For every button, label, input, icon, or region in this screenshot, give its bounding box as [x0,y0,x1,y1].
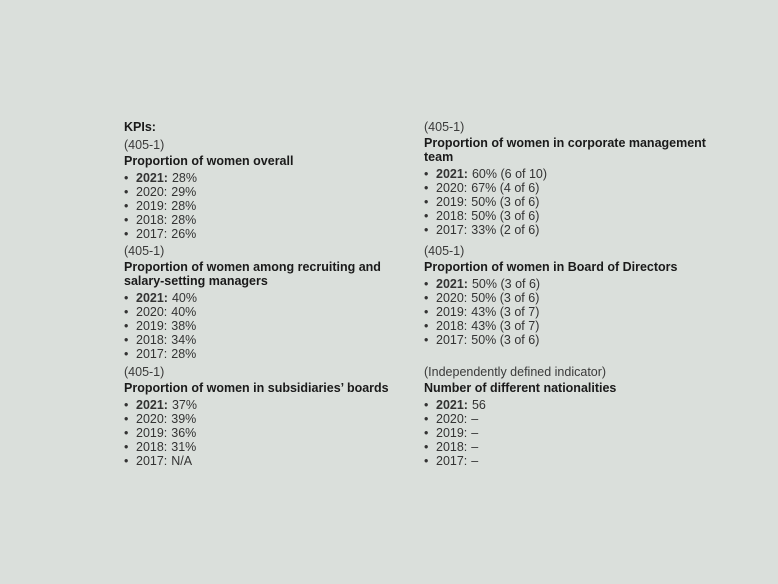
kpi-value: 31% [171,440,197,454]
bullet-icon: • [124,213,129,227]
bullet-icon: • [124,347,129,361]
kpi-value: 33% (2 of 6) [471,223,540,237]
bullet-icon: • [124,333,129,347]
kpi-value: – [471,440,479,454]
bullet-icon: • [424,209,429,223]
kpi-value: – [471,426,479,440]
bullet-icon: • [424,398,429,412]
list-item [124,319,424,333]
bullet-icon: • [424,440,429,454]
kpi-year: 2020: [436,181,468,195]
bullet-icon: • [124,227,129,241]
kpi-code: (405-1) [424,244,465,258]
kpi-year: 2021: [136,291,168,305]
kpi-block-women-recruiting-managers [124,244,424,361]
kpi-value-list [424,398,724,468]
list-item [424,277,724,291]
kpi-year: 2017: [436,454,468,468]
kpi-block-women-overall [124,138,424,241]
kpi-year: 2017: [436,223,468,237]
kpi-value: 28% [171,213,197,227]
bullet-icon: • [124,412,129,426]
bullet-icon: • [424,167,429,181]
kpi-value: 37% [171,398,198,412]
kpi-year: 2018: [136,333,168,347]
kpi-block-women-corporate-management [424,120,724,237]
kpi-value-list [124,171,424,241]
list-item [124,412,424,426]
bullet-icon: • [424,305,429,319]
list-item [424,319,724,333]
kpi-value: 39% [171,412,197,426]
list-item [424,291,724,305]
kpi-year: 2019: [436,305,468,319]
kpi-block-women-subsidiaries-boards [124,365,424,468]
kpi-heading: Proportion of women in corporate management team [424,136,706,164]
list-item [124,398,424,412]
kpi-year: 2018: [436,209,468,223]
list-item [124,213,424,227]
list-item [124,347,424,361]
list-item [424,305,724,319]
list-item [424,195,724,209]
kpi-year: 2019: [136,426,168,440]
kpi-value: 38% [171,319,197,333]
list-item [424,167,724,181]
list-item [124,440,424,454]
bullet-icon: • [424,181,429,195]
bullet-icon: • [124,319,129,333]
list-item [124,185,424,199]
kpi-year: 2017: [436,333,468,347]
list-item [424,426,724,440]
kpi-block-nationalities [424,365,724,468]
kpi-year: 2021: [436,277,468,291]
list-item [424,398,724,412]
kpi-value: – [471,454,479,468]
kpi-year: 2019: [436,426,468,440]
kpi-year: 2020: [136,412,168,426]
kpi-year: 2020: [436,412,468,426]
kpi-value-list [124,291,424,361]
kpi-value: 60% (6 of 10) [471,167,548,181]
list-item [424,454,724,468]
list-item [124,291,424,305]
kpi-value: 34% [171,333,197,347]
kpi-value: 26% [171,227,197,241]
kpi-value: – [471,412,479,426]
bullet-icon: • [124,305,129,319]
kpi-year: 2018: [136,440,168,454]
bullet-icon: • [124,454,129,468]
kpi-code: (405-1) [124,138,165,152]
list-item [424,440,724,454]
bullet-icon: • [424,319,429,333]
bullet-icon: • [124,171,129,185]
list-item [424,181,724,195]
kpi-value: 50% (3 of 6) [471,333,540,347]
bullet-icon: • [124,398,129,412]
kpi-year: 2020: [136,185,168,199]
bullet-icon: • [124,426,129,440]
list-item [424,209,724,223]
kpi-value: 50% (3 of 6) [471,209,540,223]
kpi-value-list [124,398,424,468]
list-item [424,333,724,347]
kpi-value: 28% [171,199,197,213]
kpi-value: 50% (3 of 6) [471,195,540,209]
kpi-block-women-board-of-directors [424,244,724,347]
kpi-code: (405-1) [124,244,165,258]
kpi-value: 56 [471,398,486,412]
kpi-heading: Proportion of women in Board of Directors [424,260,678,274]
bullet-icon: • [424,291,429,305]
list-item [124,305,424,319]
kpi-value: N/A [171,454,193,468]
bullet-icon: • [124,291,129,305]
kpi-heading: Proportion of women in subsidiaries’ boards [124,381,389,395]
kpi-year: 2018: [436,319,468,333]
kpi-year: 2018: [136,213,168,227]
kpi-value: 50% (3 of 6) [471,277,541,291]
kpi-heading: Proportion of women overall [124,154,294,168]
kpi-code: (Independently defined indicator) [424,365,607,379]
kpi-year: 2019: [136,199,168,213]
kpi-value: 28% [171,171,198,185]
kpi-value: 40% [171,291,198,305]
kpi-heading: Proportion of women among recruiting and salary-setting managers [124,260,381,288]
kpis-title: KPIs: [124,120,156,134]
bullet-icon: • [424,223,429,237]
kpi-year: 2017: [136,347,168,361]
list-item [124,454,424,468]
kpi-value: 29% [171,185,197,199]
kpi-year: 2018: [436,440,468,454]
kpi-year: 2021: [436,398,468,412]
list-item [124,171,424,185]
kpi-value: 43% (3 of 7) [471,305,540,319]
kpi-year: 2019: [436,195,468,209]
bullet-icon: • [424,333,429,347]
list-item [124,426,424,440]
kpi-year: 2017: [136,227,168,241]
kpi-year: 2021: [136,398,168,412]
kpi-year: 2017: [136,454,168,468]
kpi-year: 2020: [436,291,468,305]
kpi-year: 2021: [436,167,468,181]
kpi-year: 2020: [136,305,168,319]
bullet-icon: • [124,199,129,213]
bullet-icon: • [424,454,429,468]
kpi-value: 43% (3 of 7) [471,319,540,333]
bullet-icon: • [424,195,429,209]
kpi-value: 28% [171,347,197,361]
kpi-value: 40% [171,305,197,319]
kpi-value-list [424,167,724,237]
list-item [124,227,424,241]
bullet-icon: • [424,412,429,426]
kpi-value: 67% (4 of 6) [471,181,540,195]
kpi-code: (405-1) [124,365,165,379]
list-item [424,412,724,426]
kpi-year: 2019: [136,319,168,333]
bullet-icon: • [124,440,129,454]
kpi-year: 2021: [136,171,168,185]
list-item [124,199,424,213]
bullet-icon: • [124,185,129,199]
bullet-icon: • [424,426,429,440]
list-item [424,223,724,237]
kpi-value: 50% (3 of 6) [471,291,540,305]
bullet-icon: • [424,277,429,291]
kpi-heading: Number of different nationalities [424,381,617,395]
kpi-value-list [424,277,724,347]
list-item [124,333,424,347]
kpi-value: 36% [171,426,197,440]
kpi-code: (405-1) [424,120,465,134]
